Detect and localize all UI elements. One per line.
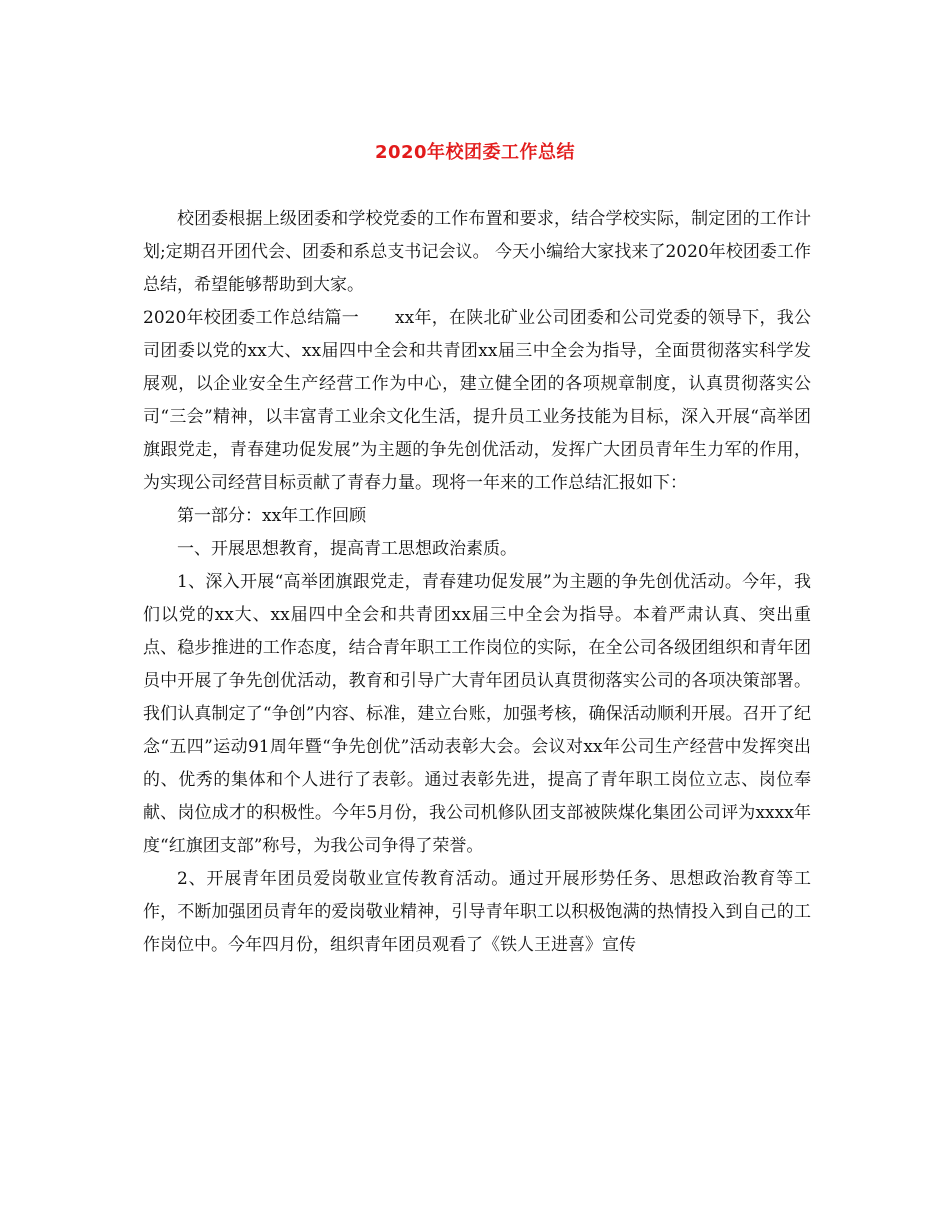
section-heading: 2020年校团委工作总结篇一: [143, 308, 360, 328]
item-2-paragraph: 2、开展青年团员爱岗敬业宣传教育活动。通过开展形势任务、思想政治教育等工作，不断加强团员青年的爱岗敬业精神，引导青年职工以积极饱满的热情投入到自己的工作岗位中。今年四月份，组织青年团员观看了《铁人王进喜》宣传: [143, 869, 811, 955]
item-1-paragraph: 1、深入开展“高举团旗跟党走，青春建功促发展”为主题的争先创优活动。今年，我们以党的xx大、xx届四中全会和共青团xx届三中全会为指导。本着严肃认真、突出重点、稳步推进的工作态度，结合青年职工工作岗位的实际，在全公司各级团组织和青年团员中开展了争先创优活动，教育和引导广大青年团员认真贯彻落实公司的各项决策部署。我们认真制定了“争创”内容、标准，建立台账，加强考核，确保活动顺利开展。召开了纪念“五四”运动91周年暨“争先创优”活动表彰大会。会议对xx年公司生产经营中发挥突出的、优秀的集体和个人进行了表彰。通过表彰先进，提高了青年职工岗位立志、岗位奉献、岗位成才的积极性。今年5月份，我公司机修队团支部被陕煤化集团公司评为xxxx年度“红旗团支部”称号，为我公司争得了荣誉。: [143, 572, 811, 856]
document-title: 2020年校团委工作总结: [374, 142, 576, 163]
intro-paragraph: 校团委根据上级团委和学校党委的工作布置和要求，结合学校实际，制定团的工作计划;定期召开团代会、团委和系总支书记会议。 今天小编给大家找来了2020年校团委工作总结，希望能够帮助到大家。: [143, 209, 811, 295]
item-heading: 一、开展思想教育，提高青工思想政治素质。: [177, 539, 517, 559]
section-paragraph: [143, 302, 811, 500]
part-heading: 第一部分：xx年工作回顾: [177, 506, 367, 526]
document-body: [143, 203, 811, 962]
section-body: xx年，在陕北矿业公司团委和公司党委的领导下，我公司团委以党的xx大、xx届四中全会和共青团xx届三中全会为指导，全面贯彻落实科学发展观，以企业安全生产经营工作为中心，建立健全团的各项规章制度，认真贯彻落实公司“三会”精神，以丰富青工业余文化生活，提升员工业务技能为目标，深入开展“高举团旗跟党走，青春建功促发展”为主题的争先创优活动，发挥广大团员青年生力军的作用，为实现公司经营目标贡献了青春力量。现将一年来的工作总结汇报如下：: [143, 308, 811, 493]
